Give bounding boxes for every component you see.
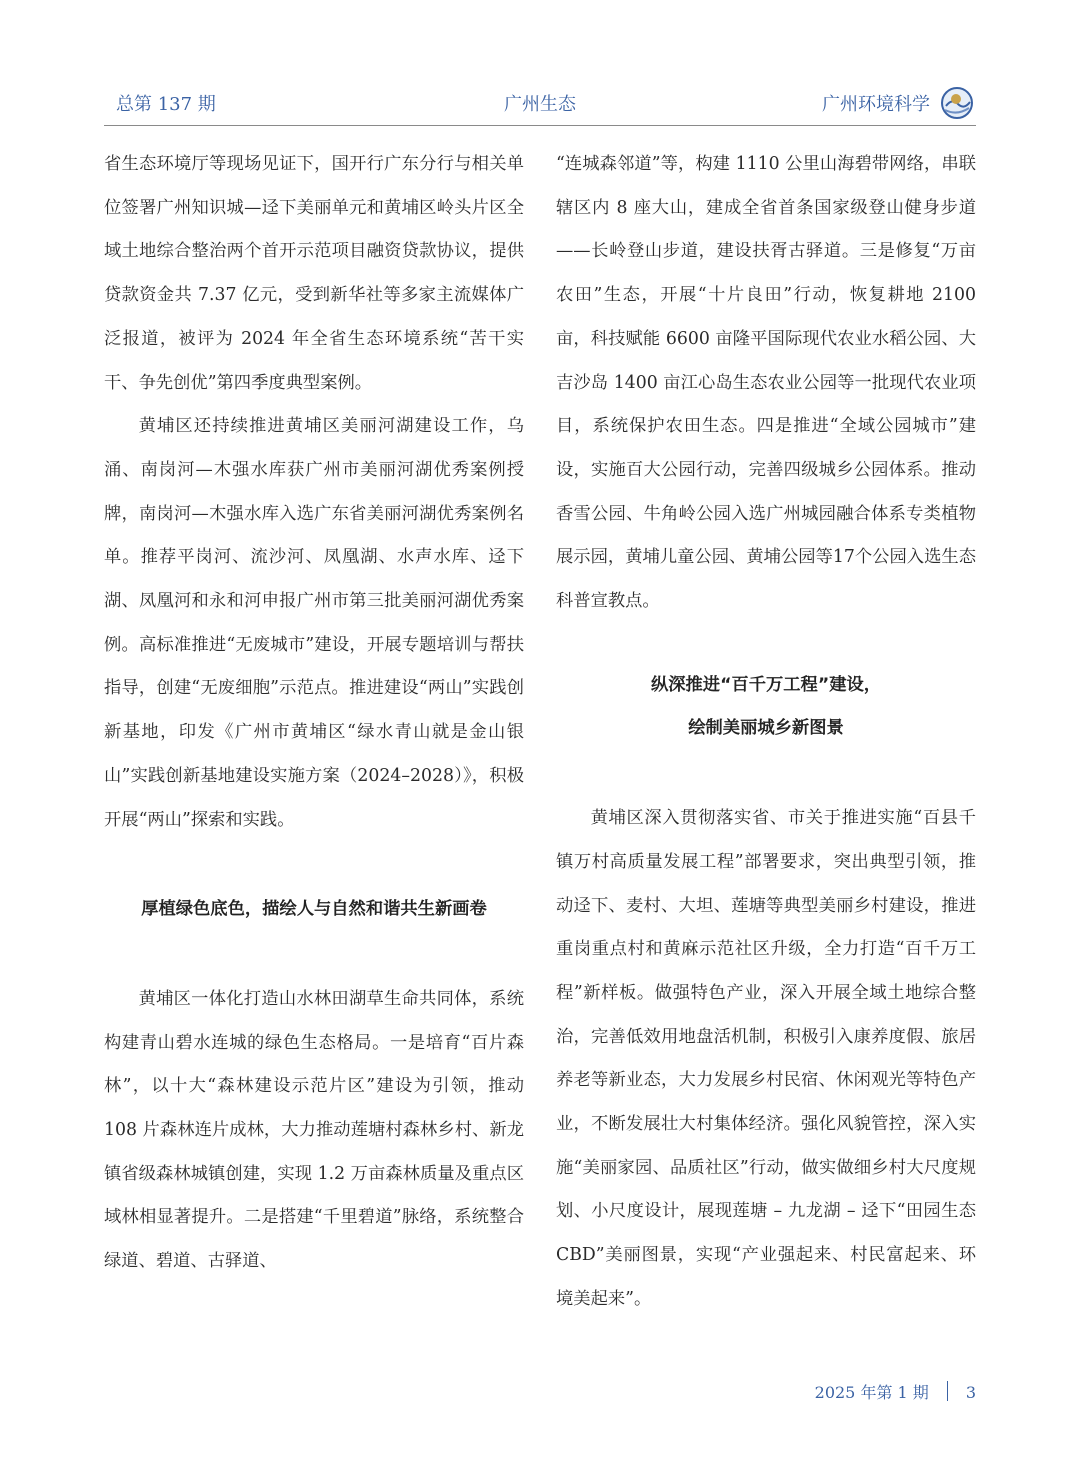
issue-label: 2025 年第 1 期	[814, 1383, 929, 1402]
header-divider	[104, 125, 976, 126]
page-footer	[815, 1380, 976, 1410]
journal-title: 广州环境科学	[822, 94, 930, 115]
page-number: 3	[965, 1383, 976, 1402]
page-header	[104, 86, 976, 126]
paragraph: 黄埔区还持续推进黄埔区美丽河湖建设工作，乌涌、南岗河—木强水库获广州市美丽河湖优秀案例授牌，南岗河—木强水库入选广东省美丽河湖优秀案例名单。推荐平岗河、流沙河、凤凰湖、水声水库、迳下湖、凤凰河和永和河申报广州市第三批美丽河湖优秀案例。高标准推进“无废城市”建设，开展专题培训与帮扶指导，创建“无废细胞”示范点。推进建设“两山”实践创新基地，印发《广州市黄埔区“绿水青山就是金山银山”实践创新基地建设实施方案（2024–2028）》，积极开展“两山”探索和实践。	[104, 416, 524, 830]
section-title: 广州生态	[504, 94, 576, 115]
issue-total-label: 总第 137 期	[116, 94, 216, 115]
left-column	[104, 143, 524, 1284]
section-heading-line: 绘制美丽城乡新图景	[688, 718, 844, 739]
journal-logo-icon	[940, 86, 974, 120]
section-heading-line: 纵深推进“百千万工程”建设，	[650, 674, 882, 695]
paragraph: 黄埔区深入贯彻落实省、市关于推进实施“百县千镇万村高质量发展工程”部署要求，突出典型引领，推动迳下、麦村、大坦、莲塘等典型美丽乡村建设，推进重岗重点村和黄麻示范社区升级，全力打造“百千万工程”新样板。做强特色产业，深入开展全域土地综合整治，完善低效用地盘活机制，积极引入康养度假、旅居养老等新业态，大力发展乡村民宿、休闲观光等特色产业，不断发展壮大村集体经济。强化风貌管控，深入实施“美丽家园、品质社区”行动，做实做细乡村大尺度规划、小尺度设计，展现莲塘 – 九龙湖 – 迳下“田园生态CBD”美丽图景，实现“产业强起来、村民富起来、环境美起来”。	[556, 808, 976, 1309]
section-heading: 厚植绿色底色，描绘人与自然和谐共生新画卷	[141, 899, 487, 920]
paragraph: 黄埔区一体化打造山水林田湖草生命共同体，系统构建青山碧水连城的绿色生态格局。一是培育“百片森林”，以十大“森林建设示范片区”建设为引领，推动 108 片森林连片成林，大力推动莲塘村森林乡村、新龙镇省级森林城镇创建，实现 1.2 万亩森林质量及重点区域林相显著提升。二是搭建“千里碧道”脉络，系统整合绿道、碧道、古驿道、	[104, 988, 524, 1272]
footer-divider	[947, 1381, 948, 1401]
right-column	[556, 143, 976, 1322]
paragraph: “连城森邻道”等，构建 1110 公里山海碧带网络，串联辖区内 8 座大山，建成全省首条国家级登山健身步道——长岭登山步道，建设扶胥古驿道。三是修复“万亩农田”生态，开展“十片良田”行动，恢复耕地 2100 亩，科技赋能 6600 亩隆平国际现代农业水稻公园、大吉沙岛 1400 亩江心岛生态农业公园等一批现代农业项目，系统保护农田生态。四是推进“全域公园城市”建设，实施百大公园行动，完善四级城乡公园体系。推动香雪公园、牛角岭公园入选广州城园融合体系专类植物展示园，黄埔儿童公园、黄埔公园等17个公园入选生态科普宣教点。	[556, 154, 976, 612]
paragraph: 省生态环境厅等现场见证下，国开行广东分行与相关单位签署广州知识城—迳下美丽单元和黄埔区岭头片区全域土地综合整治两个首开示范项目融资贷款协议，提供贷款资金共 7.37 亿元，受到新华社等多家主流媒体广泛报道，被评为 2024 年全省生态环境系统“苦干实干、争先创优”第四季度典型案例。	[104, 154, 524, 393]
